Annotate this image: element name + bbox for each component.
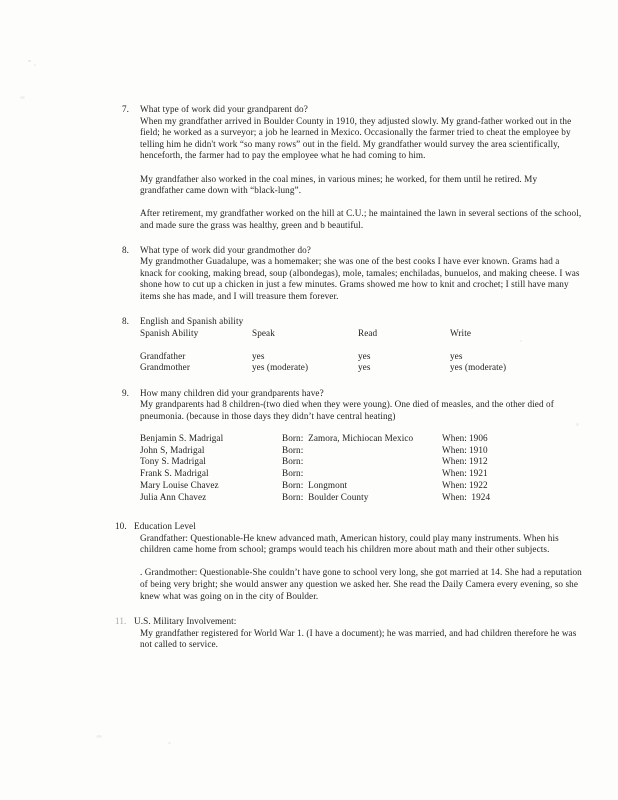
answer-paragraph: My grandfather registered for World War 1. (I have a document); he was married, and had children therefore he was not called to service. — [140, 627, 577, 650]
born-label: Born: — [282, 468, 304, 479]
scan-speck — [20, 96, 25, 99]
question-text: U.S. Military Involvement: — [134, 616, 237, 627]
question-item-8-ability — [112, 316, 582, 374]
child-birthplace — [282, 433, 442, 445]
item-number: 10. — [115, 521, 127, 532]
answer-paragraph: . Grandmother: Questionable-She couldn’t have gone to school very long, she got married at 14. She had a reputation of being very bright; she would answer any question we asked her. She read the Daily Camera every evening, so she knew what was going on in the city of Boulder. — [140, 567, 582, 601]
child-birthplace — [282, 445, 442, 457]
when-value: 1912 — [469, 456, 488, 467]
scan-speck — [96, 735, 102, 738]
child-birthyear — [442, 456, 532, 468]
table-row — [140, 351, 570, 363]
cell-write: yes — [450, 350, 463, 361]
question-text: What type of work did your grandparent do? — [140, 104, 308, 114]
cell-write: yes (moderate) — [450, 362, 507, 373]
when-value: 1921 — [469, 468, 488, 479]
table-header-row — [140, 328, 570, 340]
table-row — [140, 433, 532, 445]
answer-paragraph: My grandfather also worked in the coal mines, in various mines; he worked, for them until he retired. My grandfather came down with “black-lung”. — [140, 173, 538, 196]
born-value: Boulder County — [308, 492, 369, 503]
when-label: When: — [442, 444, 467, 455]
when-value: 1924 — [471, 492, 491, 503]
table-row — [140, 445, 532, 457]
scan-speck — [28, 60, 31, 62]
child-birthyear — [442, 433, 532, 445]
born-label: Born: — [282, 456, 304, 467]
question-item-7 — [112, 104, 582, 232]
child-birthplace — [282, 492, 442, 504]
table-spacer-row — [140, 340, 570, 351]
question-item-9 — [112, 388, 582, 504]
child-birthplace — [282, 456, 442, 468]
when-label: When: — [442, 432, 467, 443]
question-text: English and Spanish ability — [140, 315, 244, 326]
table-row — [140, 480, 532, 492]
cell-speak: yes — [252, 350, 265, 361]
cell-read: yes — [358, 350, 371, 361]
when-label: When: — [442, 480, 467, 491]
question-item-10 — [112, 521, 582, 602]
born-value: Zamora, Michiocan Mexico — [308, 432, 414, 443]
item-number: 9. — [122, 387, 130, 398]
cell-read: yes — [358, 362, 371, 373]
ability-table — [140, 328, 570, 374]
child-birthyear — [442, 468, 532, 480]
document-body — [112, 104, 582, 660]
row-label: Grandfather — [140, 350, 186, 361]
child-name: John S, Madrigal — [140, 444, 205, 455]
child-name: Tony S. Madrigal — [140, 456, 206, 467]
when-value: 1906 — [469, 432, 488, 443]
child-birthyear — [442, 492, 532, 504]
table-row — [140, 362, 570, 374]
child-birthyear — [442, 480, 532, 492]
scan-speck — [168, 742, 171, 744]
question-text: Education Level — [134, 521, 196, 532]
child-birthplace — [282, 468, 442, 480]
column-header-write: Write — [450, 328, 472, 339]
question-item-11 — [112, 616, 582, 651]
answer-paragraph: When my grandfather arrived in Boulder County in 1910, they adjusted slowly. My grand-father worked out in the field; he worked as a surveyor; a job he learned in Mexico. Occasionally the farmer tried to cheat the employee by telling him he didn't work “so many rows” out in the field. My grandfather would survey the area scientifically, henceforth, the farmer had to pay the employee what he had coming to him. — [140, 115, 572, 161]
question-text: How many children did your grandparents have? — [140, 387, 324, 398]
table-row — [140, 468, 532, 480]
when-label: When: — [442, 456, 467, 467]
child-name: Frank S. Madrigal — [140, 468, 209, 479]
item-number: 8. — [122, 315, 130, 326]
born-label: Born: — [282, 492, 304, 503]
answer-paragraph: My grandmother Guadalupe, was a homemaker; she was one of the best cooks I have ever known. Grams had a knack for cooking, making bread, soup (albondegas), mole, tamales; enchiladas, bunuelos, and making cheese. I was shone how to cut up a chicken in just a few minutes. Grams showed me how to knit and crochet; I still have many items she has made, and I will treasure them forever. — [140, 256, 580, 301]
answer-paragraph: Grandfather: Questionable-He knew advanced math, American history, could play many instruments. When his children came home from school; gramps would teach his children more about math and their other subjects. — [140, 532, 559, 555]
question-item-8-work — [112, 245, 582, 303]
table-row — [140, 456, 532, 468]
item-number: 7. — [122, 104, 130, 114]
item-number: 8. — [122, 244, 130, 255]
born-label: Born: — [282, 432, 304, 443]
scan-speck — [34, 64, 36, 66]
when-value: 1922 — [469, 480, 488, 491]
column-header-speak: Speak — [252, 328, 275, 339]
item-number: 11. — [115, 616, 127, 627]
child-birthplace — [282, 480, 442, 492]
table-row — [140, 492, 532, 504]
when-value: 1910 — [469, 444, 488, 455]
child-name: Julia Ann Chavez — [140, 492, 207, 503]
child-name: Mary Louise Chavez — [140, 480, 219, 491]
children-table — [140, 433, 532, 504]
born-label: Born: — [282, 444, 304, 455]
born-label: Born: — [282, 480, 304, 491]
child-birthyear — [442, 445, 532, 457]
when-label: When: — [442, 468, 467, 479]
answer-paragraph: My grandparents had 8 children-(two died when they were young). One died of measles, and the other died of pneumonia. (because in those days they didn’t have central heating) — [140, 399, 554, 422]
column-header-ability: Spanish Ability — [140, 328, 199, 339]
cell-speak: yes (moderate) — [252, 362, 309, 373]
when-label: When: — [442, 492, 467, 503]
child-name: Benjamin S. Madrigal — [140, 432, 224, 443]
born-value: Longmont — [308, 480, 348, 491]
answer-paragraph: After retirement, my grandfather worked on the hill at C.U.; he maintained the lawn in several sections of the school, and made sure the grass was healthy, green and b beautiful. — [140, 208, 582, 230]
row-label: Grandmother — [140, 362, 190, 373]
column-header-read: Read — [358, 328, 378, 339]
question-text: What type of work did your grandmother do? — [140, 244, 311, 255]
